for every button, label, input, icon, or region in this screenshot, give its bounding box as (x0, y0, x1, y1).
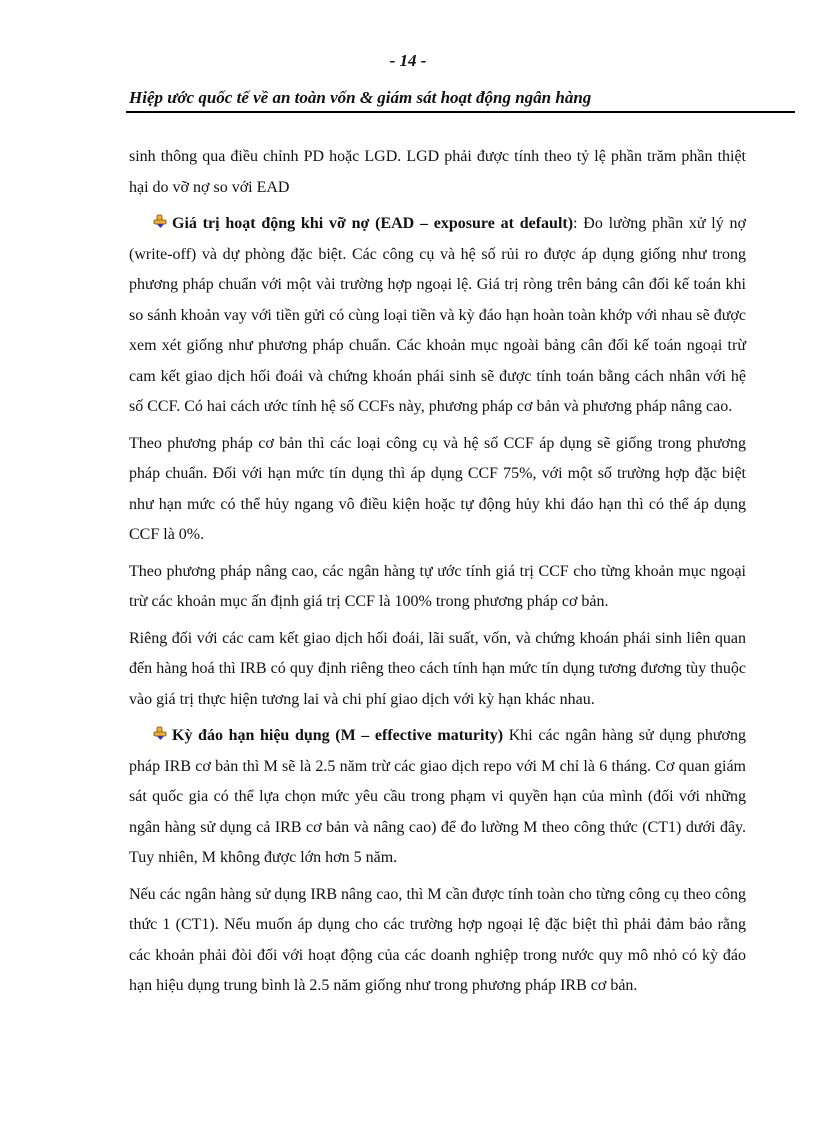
header-divider (126, 111, 795, 113)
paragraph-advanced-method: Theo phương pháp nâng cao, các ngân hàng tự ước tính giá trị CCF cho từng khoản mục ngoại trừ các khoản mục ấn định giá trị CCF là 100% trong phương pháp cơ bản. (129, 562, 746, 610)
maturity-term: Kỳ đáo hạn hiệu dụng (M – effective maturity) (172, 727, 504, 744)
hand-pointer-down-icon (153, 722, 168, 737)
document-body (129, 142, 746, 1008)
ead-description: : Đo lường phần xử lý nợ (write-off) và dự phòng đặc biệt. Các công cụ và hệ số rủi ro được áp dụng giống như trong phương pháp chuẩn với một vài trường hợp ngoại lệ. Giá trị ròng trên bảng cân đối kế toán khi so sánh khoản vay với tiền gửi có cùng loại tiền và kỳ đáo hạn hoàn toàn khớp với nhau sẽ được xem xét giống như phương pháp chuẩn. Các khoản mục ngoài bảng cân đối kế toán ngoại trừ cam kết giao dịch hối đoái và chứng khoán phái sinh sẽ được tính toán bằng cách nhân với hệ số CCF. Có hai cách ước tính hệ số CCFs này, phương pháp cơ bản và phương pháp nâng cao. (129, 215, 746, 415)
bullet-paragraph-ead (129, 209, 746, 423)
running-header-title: Hiệp ước quốc tế về an toàn vốn & giám sát hoạt động ngân hàng (129, 88, 592, 107)
page-number: - 14 - (389, 51, 427, 70)
ead-term: Giá trị hoạt động khi vỡ nợ (EAD – exposure at default) (172, 215, 574, 232)
hand-pointer-down-icon (153, 210, 168, 225)
paragraph-derivatives: Riêng đối với các cam kết giao dịch hối đoái, lãi suất, vốn, và chứng khoán phái sinh liên quan đến hàng hoá thì IRB có quy định riêng theo cách tính hạn mức tín dụng tương đương tùy thuộc vào giá trị thực hiện tương lai và chi phí giao dịch với kỳ hạn khác nhau. (129, 629, 746, 708)
paragraph-advanced-irb: Nếu các ngân hàng sử dụng IRB nâng cao, thì M cần được tính toàn cho từng công cụ theo công thức 1 (CT1). Nếu muốn áp dụng cho các trường hợp ngoại lệ đặc biệt thì phải đảm bảo rằng các khoản phải đòi đối với hoạt động của các doanh nghiệp trong nước quy mô nhỏ có kỳ đáo hạn hiệu dụng trung bình là 2.5 năm giống như trong phương pháp IRB cơ bản. (129, 885, 746, 994)
maturity-description: Khi các ngân hàng sử dụng phương pháp IRB cơ bản thì M sẽ là 2.5 năm trừ các giao dịch repo với M chỉ là 6 tháng. Cơ quan giám sát quốc gia có thể lựa chọn mức yêu cầu trong phạm vi quyền hạn của mình (đối với những ngân hàng sử dụng cả IRB cơ bản và nâng cao) để đo lường M theo công thức (CT1) dưới đây. Tuy nhiên, M không được lớn hơn 5 năm. (129, 727, 746, 866)
paragraph-basic-method: Theo phương pháp cơ bản thì các loại công cụ và hệ số CCF áp dụng sẽ giống trong phương pháp chuẩn. Đối với hạn mức tín dụng thì áp dụng CCF 75%, với một số trường hợp đặc biệt như hạn mức có thể hủy ngang vô điều kiện hoặc tự động hủy khi đáo hạn thì có thể áp dụng CCF là 0%. (129, 434, 746, 543)
bullet-paragraph-maturity (129, 721, 746, 874)
paragraph-lgd-continuation: sinh thông qua điều chỉnh PD hoặc LGD. LGD phải được tính theo tỷ lệ phần trăm phần thiệt hại do vỡ nợ so với EAD (129, 148, 746, 196)
